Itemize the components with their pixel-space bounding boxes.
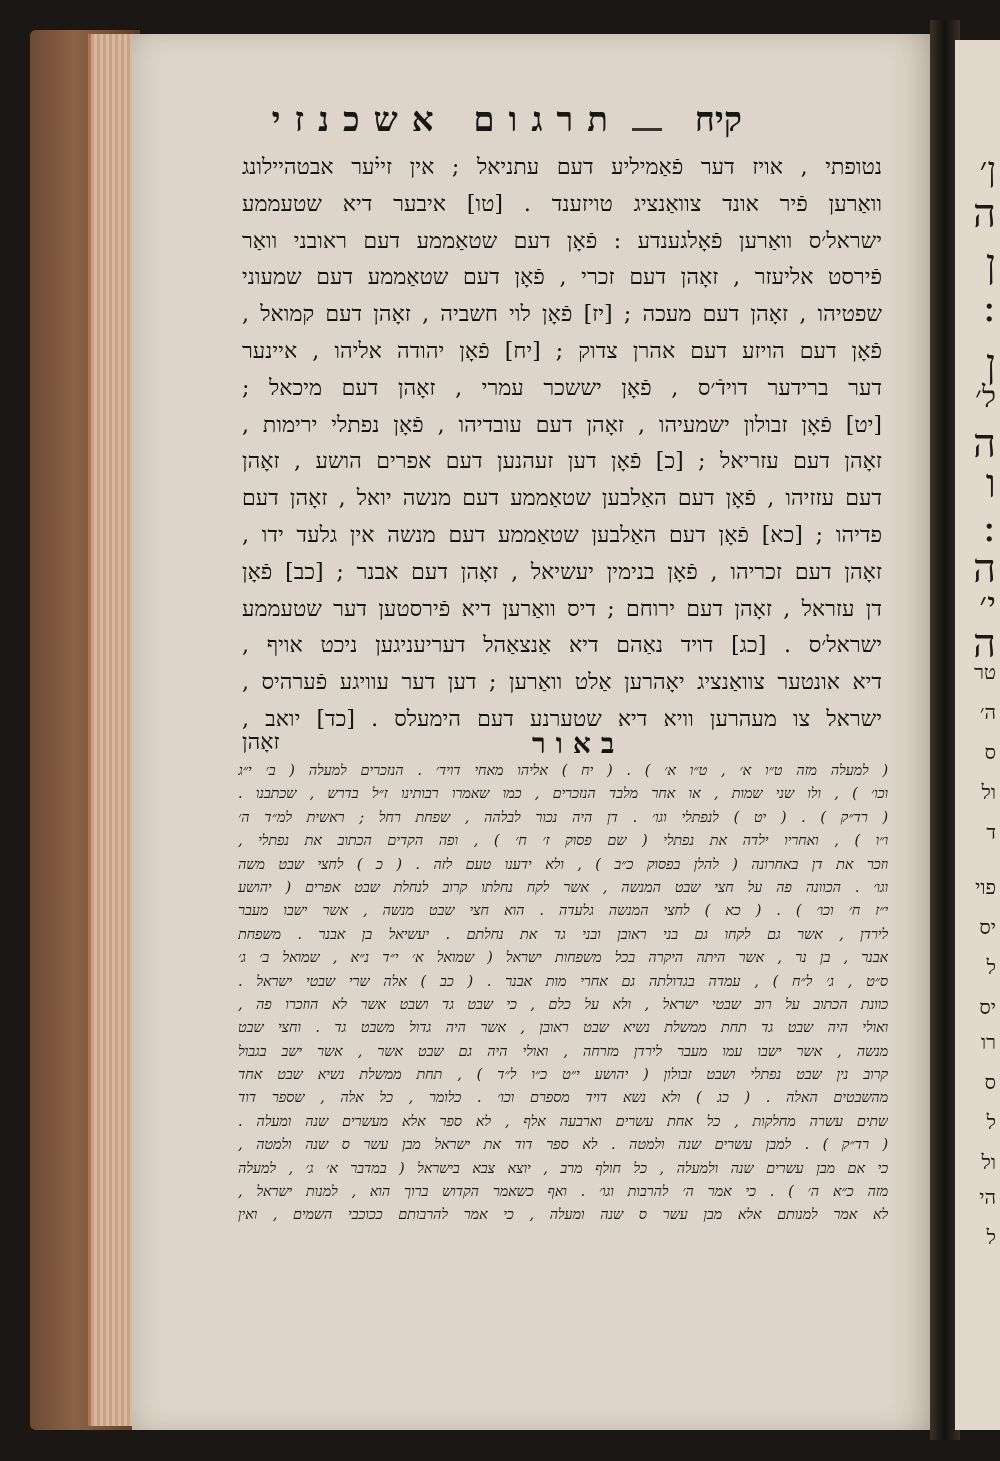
text-line: דן עזראל , זאָהן דעם ירוחם ; דיס וואַרען דיא פֿירסטען דער שטעממע [242, 596, 882, 622]
commentary-line: וזכר את דן באחרונה ( להלן בפסוק כ״ב ) , ולא ידענו טעם לזה . ( כ ) לחצי שבט משה [238, 856, 888, 873]
facing-page-fragment: רו [981, 1030, 996, 1054]
catchword: זאָהן [242, 730, 280, 755]
commentary-line: מהשבטים האלה . ( כג ) ולא נשא דויד מספרם וכו׳ . כלומר , כל אלה , שספר דוד [238, 1090, 888, 1107]
facing-page-fragment: : [982, 285, 996, 331]
text-line: זאָהן דעם זכריהו , פֿאָן בנימין יעשיאל , זאָהן דעם אבנר ; [כב] פֿאָן [242, 559, 882, 585]
facing-page-fragment: פוי [975, 875, 996, 899]
commentary-line: וגו׳ . הכוונה פה על חצי שבט המנשה , אשר לקח נחלתו קרוב לנחלת שבט אפרים ( יהושע [238, 879, 888, 896]
facing-page-fragment: ה [972, 546, 996, 592]
commentary-line: מנשה , אשר ישבו עמו מעבר לירדן מזרחה , ואולי היה גם שבט אשר , אשר ישב בגבול [238, 1043, 888, 1060]
text-line: [יט] פֿאָן זבולון ישמעיהו , זאָהן דעם עובדיהו , פֿאָן נפתלי ירימות , [242, 412, 882, 438]
facing-page-fragment: ל [986, 1225, 996, 1249]
facing-page-fragment: ה׳ [979, 700, 996, 724]
facing-page-fragment: ל׳ [975, 380, 996, 415]
facing-page-fragment: טר [974, 660, 996, 684]
text-line: זאָהן דעם עזריאל ; [כ] פֿאָן דען זעהנען דעם אפרים הושע , זאָהן [242, 449, 882, 475]
facing-page-fragment: יס [979, 915, 996, 939]
text-line: פדיהו ; [כא] פֿאָן דעם האַלבען שטאַממע דעם מנשה אין גלעד ידו , [242, 522, 882, 548]
facing-page-fragment: ן׳ [979, 150, 996, 190]
text-line: פֿאָן דעם הויזע דעם אהרן צדוק ; [יח] פֿאָן יהודה אליהו , איינער [242, 338, 882, 364]
header-rule [632, 128, 662, 131]
commentary-line: ( רד״ק ) . ( יט ) לנפתלי וגו׳ . דן היה נכור לבלהה , שפחת רחל ; ראשית למ״ד ה׳ [238, 809, 888, 826]
facing-page-fragment: ד [986, 820, 996, 844]
text-line: ישראל צו מעהרען וויא דיא שטערנע דעם הימעלס . [כד] יואב , [242, 706, 882, 732]
facing-page-fragment: יס [979, 995, 996, 1019]
text-line: דער ברידער דוידֿ׳ס , פֿאָן יששכר עמרי , זאָהן דעם מיכאל ; [242, 375, 882, 401]
facing-page-fragment: ן [985, 341, 996, 387]
facing-page-fragment: ה [972, 191, 996, 237]
commentary-line: י״ז ח׳ וכו׳ ) . ( כא ) לחצי המנשה גלעדה . הוא חצי שבט מנשה , אשר ישבו מעבר [238, 903, 888, 920]
commentary-line: לירדן , אשר גם לקחו גם בני ראובן ובני גד את נחלתם . יעשיאל בן אבנר . משפחת [238, 926, 888, 943]
text-line: דיא אונטער צוואַנציג יאָהרען אַלט וואַרען ; דען דער עוויגע פֿערהיס , [242, 670, 882, 696]
commentary-line: כי אם מבן עשרים שנה ולמעלה , כל חולף מרב , יוצא צבא בישראל ( במדבר א׳ ג׳ , למעלה [238, 1160, 888, 1177]
facing-page-fragment: ה [972, 421, 996, 467]
commentary-line: שתים עשרה מחלקות , כל אחת עשרים וארבעה אלף , לא ספר אלא מעשרים שנה ומעלה . [238, 1113, 888, 1130]
text-line: דעם עזזיהו , פֿאָן דעם האַלבען שטאַממע דעם מנשה יואל , זאָהן דעם [242, 486, 882, 512]
facing-page-fragment: ל [986, 1110, 996, 1134]
running-title: תרגום אשכנזי [271, 100, 622, 140]
page-number: קיח [694, 100, 742, 140]
text-line: ישראל׳ס . [כג] דויד נאַהם דיא אַנצאַהל דעריעניגען ניכט אויף , [242, 633, 882, 659]
facing-page-fragment: ס [984, 740, 996, 764]
commentary-line: כוונת הכתוב על רוב שבטי ישראל , ולא על כלם , כי שבט גד ושבט אשר לא הוזכרו פה , [238, 996, 888, 1013]
facing-page-fragment: ה [972, 621, 996, 667]
facing-page-fragment: הי [979, 1185, 996, 1209]
commentary-line: ו״ו ) , ואחריו ילדה את נפתלי ( שם פסוק ז׳ ח׳ ) , ופה הקדים הכתוב את נפתלי , [238, 833, 888, 850]
commentary-heading: באור [532, 727, 625, 760]
commentary-line: וכו׳ ) , ולו שני שמות , או אחר מלבד הנזכרים , כמו שאמרו רבותינו ז״ל בדרש , שכתבנו . [238, 786, 888, 803]
facing-page-fragment: ול [981, 780, 996, 804]
facing-page-edge [955, 40, 1000, 1430]
commentary-line: ( למעלה מזה ט״ו א׳ , ט״ו א׳ ) . ( יח ) אליהו מאחי דויד׳ . הנזכרים למעלה ( ב׳ י״ג [238, 763, 888, 779]
text-line: ישראל׳ס וואַרען פֿאָלגענדע : פֿאָן דעם שטאַממע דעם ראובני וואַר [242, 228, 882, 254]
text-line: נטופתי , אויז דער פֿאַמיליע דעם עתניאל ; אין זיי֗ער אבטהיילונג [242, 155, 882, 180]
commentary-line: אבנר , בן נר , אשר היתה היקרה בכל משפחות ישראל ( שמואל א׳ י״ד נ״א , שמואל ב׳ ג׳ [238, 950, 888, 967]
commentary-line: ואולי היה שבט גד תחת ממשלת נשיא שבט ראובן , אשר היה גדול משבט גד . וחצי שבט [238, 1020, 888, 1037]
facing-page-fragment: י׳ [979, 585, 996, 625]
facing-page-fragment: : [982, 505, 996, 551]
commentary-block [238, 760, 888, 1228]
commentary-line: מזה כ״א ה׳ ) . כי אמר ה׳ להרבות וגו׳ . ואף כשאמר הקדוש ברוך הוא , למנות ישראל , [238, 1184, 888, 1201]
facing-page-fragment: ן [985, 241, 996, 287]
commentary-line: ס״ט , ג׳ ל״ח ) , עמדה בגדולתה גם אחרי מות אבנר . ( כב ) אלה שרי שבטי ישראל . [238, 973, 888, 990]
commentary-line: ( רד״ק ) . למבן עשרים שנה ולמטה . לא ספר דוד את ישראל מבן עשר ס שנה ולמטה , [238, 1137, 888, 1154]
commentary-line: קרוב נין שבט נפתלי ושבט זבולון ( יהושע י״ט כ״ו ל״ד ) , תחת ממשלת נשיא שבט אחד [238, 1067, 888, 1084]
text-line: שפטיהו , זאָהן דעם מעכה ; [יז] פֿאָן לוי חשביה , זאָהן דעם קמואל , [242, 302, 882, 328]
text-line: וואַרען פֿיר אונד צוואַנציג טויזענד . [טו] איבער דיא שטעממע [242, 191, 882, 217]
text-line: פֿירסט אליעזר , זאָהן דעם זכרי , פֿאָן דעם שטאַממע דעם שמעוני [242, 265, 882, 291]
commentary-line: לא אמר למנותם אלא מבן עשר ס שנה ומעלה , כי אמר להרבותם ככוכבי השמים , ואין [238, 1207, 888, 1224]
facing-page-fragment: ס [984, 1070, 996, 1094]
facing-page-fragment: ו [985, 461, 996, 507]
facing-page-fragment: ול [981, 1150, 996, 1174]
page-header [262, 100, 742, 148]
main-text-block [242, 150, 882, 739]
facing-page-fragment: ל [986, 955, 996, 979]
